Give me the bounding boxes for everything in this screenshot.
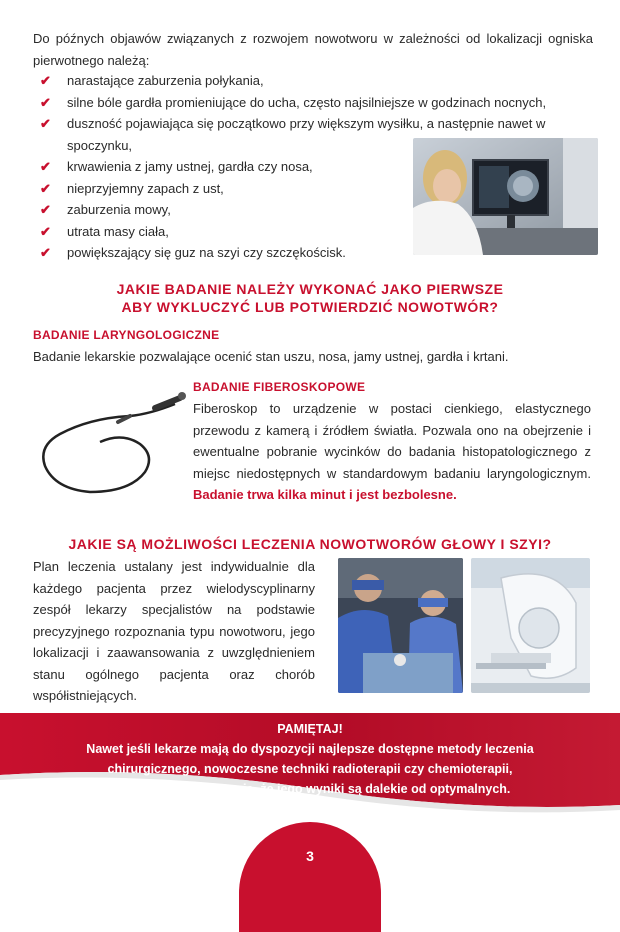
list-item: ✔ utrata masy ciała, <box>40 221 390 243</box>
fibero-title: BADANIE FIBEROSKOPOWE <box>193 380 366 394</box>
page-number: 3 <box>306 848 314 864</box>
list-item: ✔ duszność pojawiająca się początkowo przy większym wysiłku, a następnie nawet w spoczynku, <box>40 113 600 156</box>
list-item: ✔ zaburzenia mowy, <box>40 199 390 221</box>
list-item: ✔ nieprzyjemny zapach z ust, <box>40 178 390 200</box>
page-number-tab <box>239 822 381 932</box>
radiotherapy-machine-photo <box>471 558 590 693</box>
check-icon: ✔ <box>40 245 51 260</box>
fibero-paragraph <box>193 398 591 506</box>
check-icon: ✔ <box>40 116 51 131</box>
fibero-highlight: Badanie trwa kilka minut i jest bezbolesne. <box>193 487 457 502</box>
treatment-paragraph: Plan leczenia ustalany jest indywidualnie dla każdego pacjenta przez wielodyscyplinarny zespół lekarzy specjalistów na podstawie precyzyjnego rozpoznania typu nowotworu, jego lokalizacji i zaawansowania z uwzględnieniem stanu ogólnego pacjenta oraz chorób współistniejących. <box>33 559 315 703</box>
list-item: ✔ narastające zaburzenia połykania, <box>40 70 600 92</box>
section-heading-exam: JAKIE BADANIE NALEŻY WYKONAĆ JAKO PIERWSZE ABY WYKLUCZYĆ LUB POTWIERDZIĆ NOWOTWÓR? <box>116 281 504 315</box>
doctor-monitor-photo <box>413 138 598 255</box>
laryngo-text: Badanie lekarskie pozwalające ocenić stan uszu, nosa, jamy ustnej, gardła i krtani. <box>33 349 509 364</box>
check-icon: ✔ <box>40 223 51 239</box>
list-item: ✔ silne bóle gardła promieniujące do ucha, często najsilniejsze w godzinach nocnych, <box>40 92 600 114</box>
surgery-photo <box>338 558 463 693</box>
check-icon: ✔ <box>40 94 51 110</box>
check-icon: ✔ <box>40 159 51 174</box>
list-item: ✔ krwawienia z jamy ustnej, gardła czy nosa, <box>40 156 390 178</box>
section-heading-treatment: JAKIE SĄ MOŻLIWOŚCI LECZENIA NOWOTWORÓW GŁOWY I SZYI? <box>68 536 552 552</box>
laryngo-title: BADANIE LARYNGOLOGICZNE <box>33 328 220 342</box>
fibero-text: Fiberoskop to urządzenie w postaci cienkiego, elastycznego przewodu z kamerą i źródłem światła. Pozwala ono na obejrzenie i ewentualne pobranie wycinków do badania histopatologicznego z miejsc niedostępnych w standardowym badaniu laryngologicznym. <box>193 401 591 481</box>
list-item: ✔ powiększający się guz na szyi czy szczękościsk. <box>40 242 390 264</box>
remember-text: PAMIĘTAJ! Nawet jeśli lekarze mają do dyspozycji najlepsze dostępne metody leczenia chirurgicznego, nowoczesne techniki radioterapii czy chemioterapii, późna diagnoza sprawia, że jego wyniki są dalekie od optymalnych. <box>40 719 580 799</box>
check-icon: ✔ <box>40 73 51 88</box>
fiberscope-photo <box>30 384 190 504</box>
check-icon: ✔ <box>40 180 51 196</box>
intro-paragraph: Do późnych objawów związanych z rozwojem nowotworu w zależności od lokalizacji ogniska pierwotnego należą: <box>33 31 593 68</box>
remember-title: PAMIĘTAJ! <box>277 722 343 736</box>
check-icon: ✔ <box>40 202 51 217</box>
